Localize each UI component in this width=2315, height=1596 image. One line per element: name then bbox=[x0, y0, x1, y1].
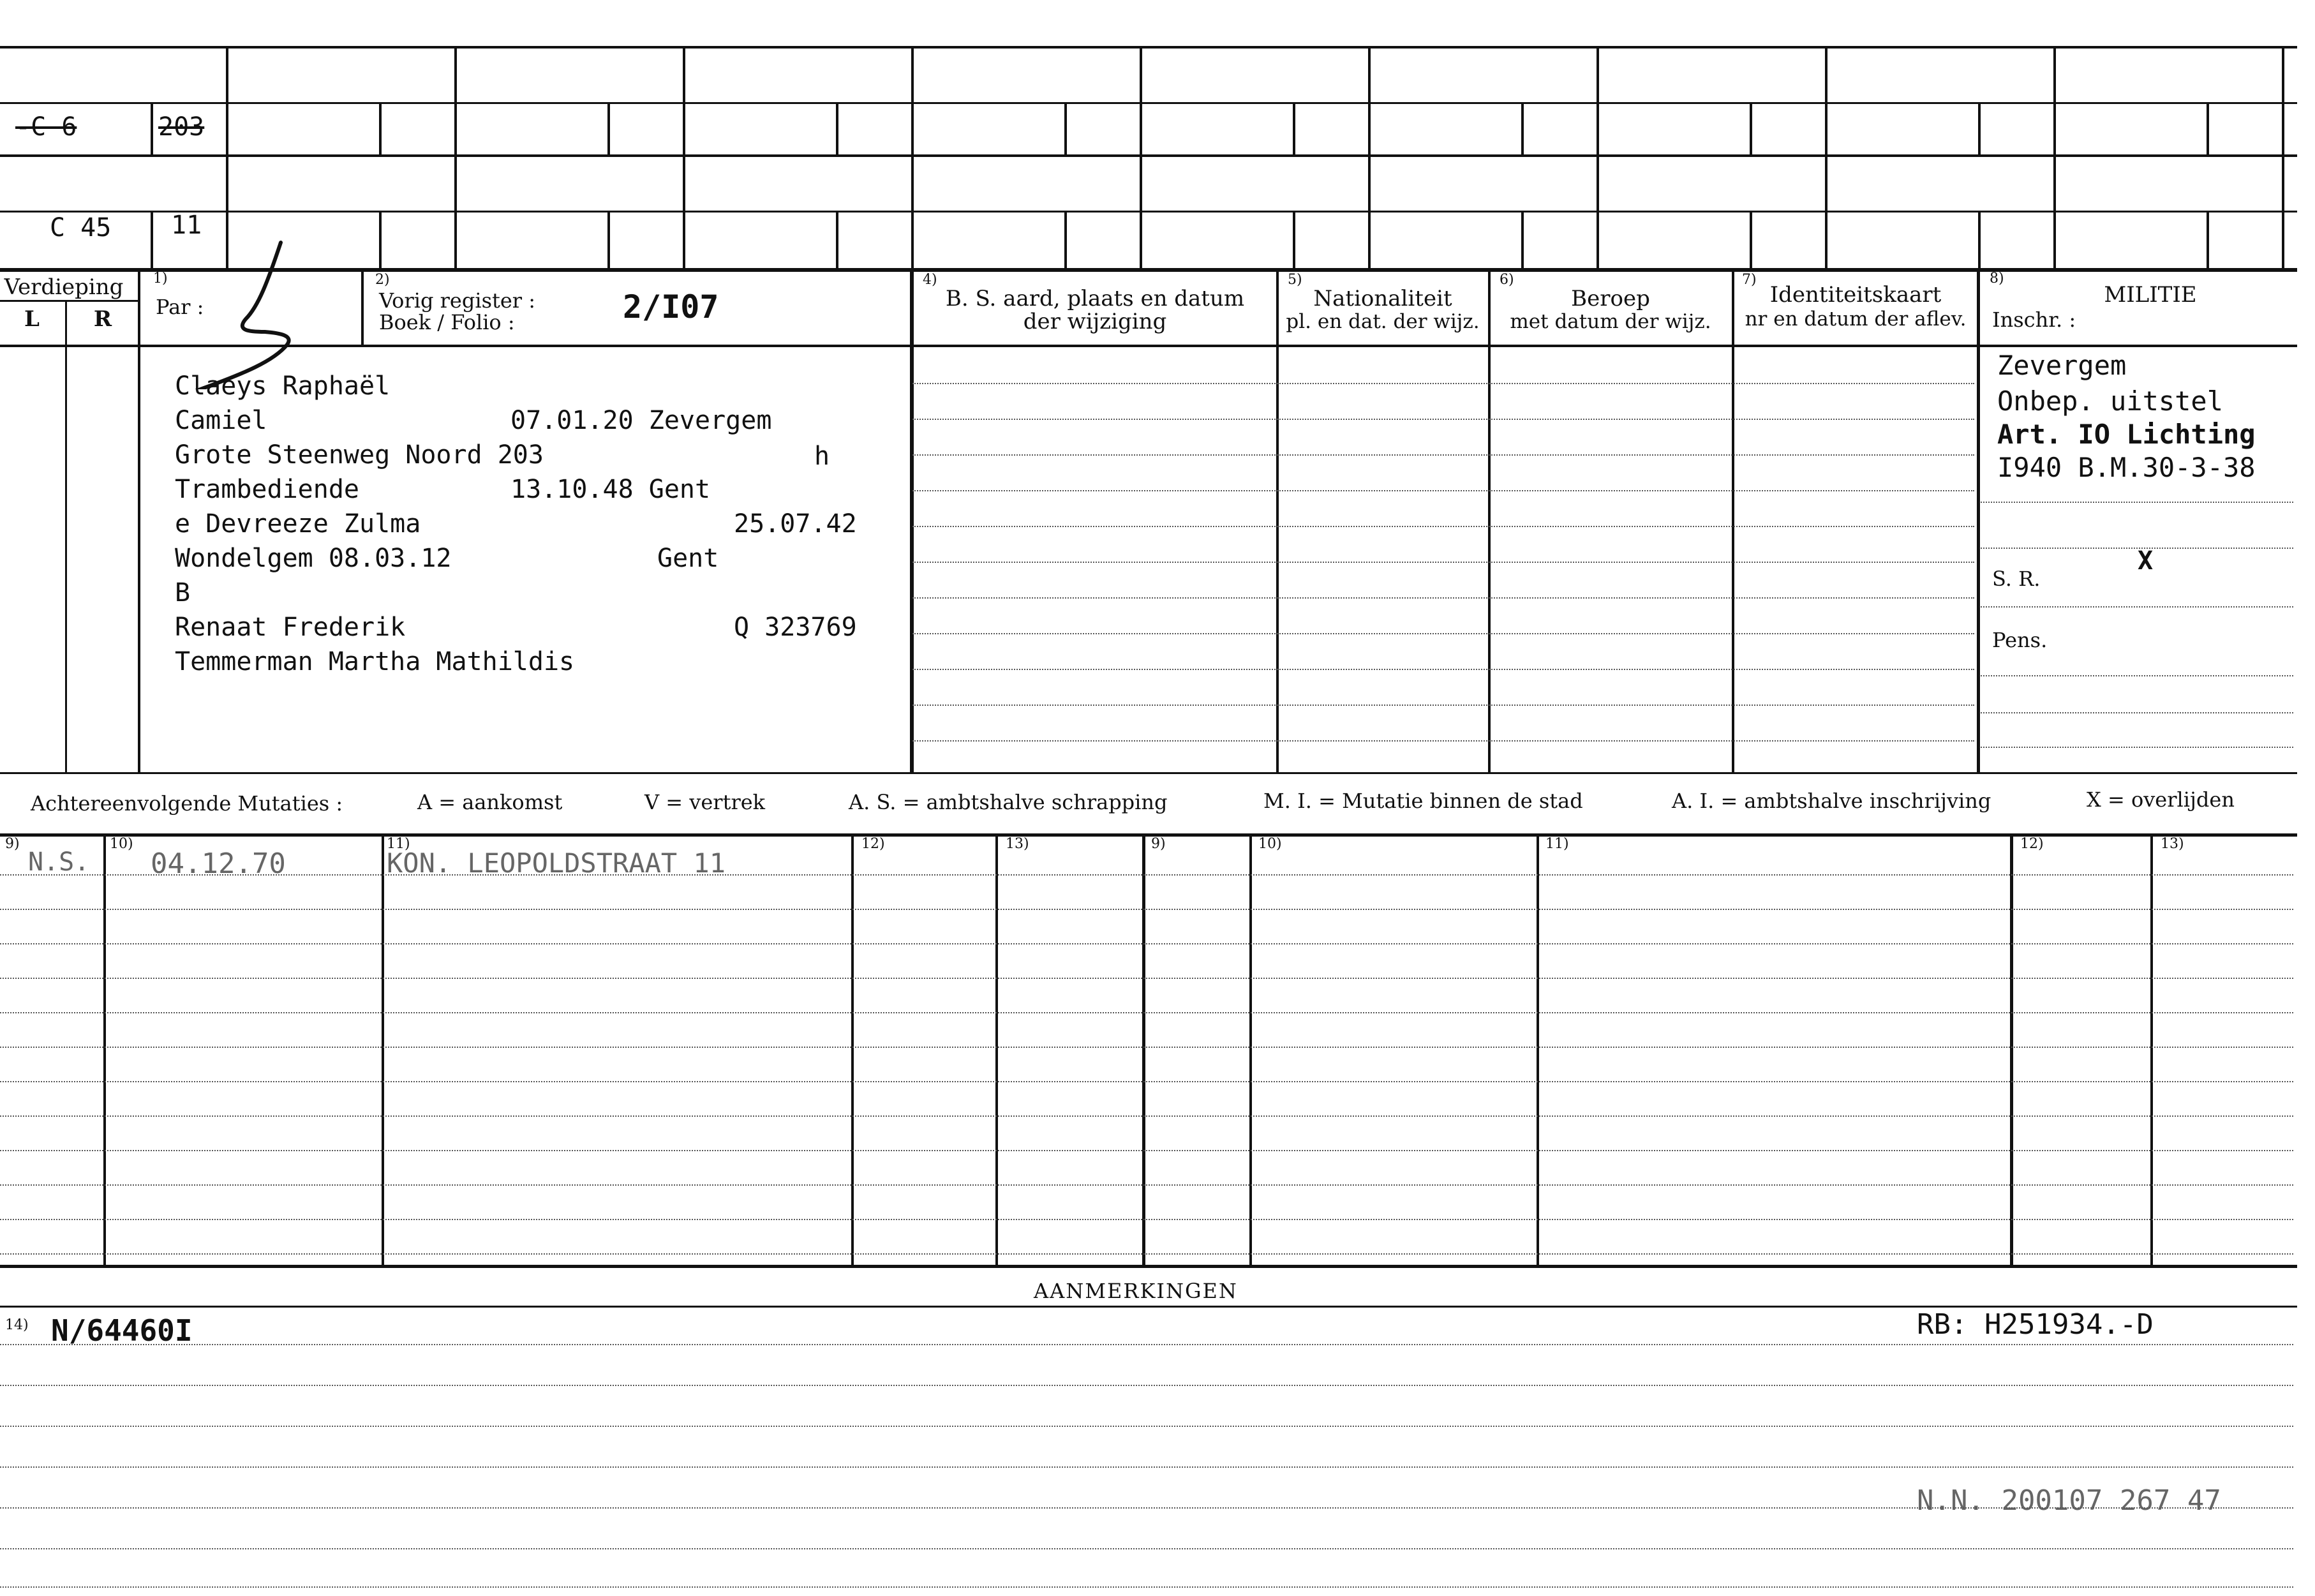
floor-R-label: R bbox=[93, 306, 112, 332]
col8-num: 8) bbox=[1990, 271, 2004, 287]
militie-line-2: Onbep. uitstel bbox=[1997, 385, 2224, 417]
col4-num: 4) bbox=[923, 272, 937, 288]
person-name: Claeys Raphaël bbox=[175, 371, 391, 401]
col5-header-line1: Nationaliteit bbox=[1313, 286, 1452, 311]
col6-header-line2: met datum der wijz. bbox=[1510, 310, 1711, 333]
aanmerkingen-num: 14) bbox=[5, 1317, 29, 1333]
col6-header-line1: Beroep bbox=[1571, 286, 1650, 311]
person-address: Grote Steenweg Noord 203 bbox=[175, 440, 544, 470]
col7-header-line2: nr en datum der aflev. bbox=[1745, 308, 1967, 331]
person-sex: h bbox=[814, 442, 830, 471]
col7-header-line1: Identiteitskaart bbox=[1769, 282, 1942, 308]
aanmerkingen-rb: RB: H251934.-D bbox=[1917, 1308, 2154, 1341]
aanmerkingen-nn: N.N. 200107 267 47 bbox=[1917, 1484, 2221, 1517]
col4-header-line2: der wijziging bbox=[1023, 309, 1167, 334]
boek-folio-label: Boek / Folio : bbox=[379, 310, 515, 334]
legend-vertrek: V = vertrek bbox=[644, 790, 766, 814]
top-cell-num-1: 203 bbox=[158, 112, 205, 142]
mut-col-10: 10) bbox=[110, 836, 133, 852]
legend-inschrijving: A. I. = ambtshalve inschrijving bbox=[1672, 789, 1991, 813]
par-label: Par : bbox=[156, 295, 204, 319]
militie-line-3: Art. IO Lichting bbox=[1997, 419, 2256, 450]
col4-header-line1: B. S. aard, plaats en datum bbox=[945, 286, 1245, 311]
aanmerkingen-number: N/64460I bbox=[51, 1313, 193, 1348]
mutatie-address: KON. LEOPOLDSTRAAT 11 bbox=[387, 847, 726, 879]
person-firstname: Camiel bbox=[175, 406, 267, 435]
top-cell-num-2: 11 bbox=[171, 211, 202, 240]
mut-col-13b: 13) bbox=[2161, 836, 2184, 852]
aanmerkingen-top-line bbox=[0, 1265, 2297, 1268]
mutaties-title: Achtereenvolgende Mutaties : bbox=[31, 791, 343, 816]
top-cell-code-2: C 45 bbox=[50, 213, 112, 242]
sr-value: X bbox=[2138, 546, 2154, 576]
person-father: Renaat Frederik bbox=[175, 613, 406, 642]
floor-L-label: L bbox=[24, 306, 40, 332]
col5-num: 5) bbox=[1288, 272, 1302, 288]
militie-line-1: Zevergem bbox=[1997, 350, 2127, 381]
person-birth-date-place: 07.01.20 Zevergem bbox=[510, 406, 772, 435]
mut-col-11b: 11) bbox=[1545, 836, 1569, 852]
vorig-register-value: 2/I07 bbox=[623, 288, 719, 325]
person-spouse-place: Gent bbox=[657, 544, 719, 573]
mut-col-9b: 9) bbox=[1151, 836, 1166, 852]
verdieping-label: Verdieping bbox=[4, 274, 124, 300]
person-spouse: e Devreeze Zulma bbox=[175, 509, 421, 539]
mut-col-10b: 10) bbox=[1258, 836, 1282, 852]
col6-num: 6) bbox=[1500, 272, 1514, 288]
mut-col-12b: 12) bbox=[2020, 836, 2044, 852]
aanmerkingen-title: AANMERKINGEN bbox=[1034, 1279, 1238, 1303]
legend-aankomst: A = aankomst bbox=[417, 790, 563, 814]
par-signature-icon bbox=[185, 236, 313, 389]
mut-col-12: 12) bbox=[861, 836, 885, 852]
par-num: 1) bbox=[153, 271, 168, 287]
mutaties-top-line bbox=[0, 772, 2297, 774]
inschr-label: Inschr. : bbox=[1992, 308, 2076, 332]
mutatie-date: 04.12.70 bbox=[151, 847, 286, 880]
aanmerkingen-header-line bbox=[0, 1306, 2297, 1308]
col7-num: 7) bbox=[1742, 272, 1757, 288]
vorig-register-label: Vorig register : bbox=[379, 288, 536, 313]
pens-label: Pens. bbox=[1992, 628, 2048, 652]
vorig-num: 2) bbox=[375, 272, 390, 288]
person-id-number: Q 323769 bbox=[734, 613, 857, 642]
militie-line-4: I940 B.M.30-3-38 bbox=[1997, 452, 2256, 483]
mut-col-11: 11) bbox=[387, 836, 410, 852]
person-spouse-birth: Wondelgem 08.03.12 bbox=[175, 544, 452, 573]
mut-col-9: 9) bbox=[5, 836, 20, 852]
person-occupation: Trambediende bbox=[175, 475, 359, 504]
top-cell-code-1: -C 6 bbox=[15, 112, 77, 142]
person-occupation-date: 13.10.48 Gent bbox=[510, 475, 711, 504]
legend-schrapping: A. S. = ambtshalve schrapping bbox=[849, 790, 1168, 814]
legend-mutatie-stad: M. I. = Mutatie binnen de stad bbox=[1263, 789, 1583, 813]
legend-overlijden: X = overlijden bbox=[2087, 787, 2235, 812]
person-status: B bbox=[175, 578, 191, 608]
person-spouse-date: 25.07.42 bbox=[734, 509, 857, 539]
person-mother: Temmerman Martha Mathildis bbox=[175, 647, 575, 676]
mutatie-type: N.S. bbox=[28, 847, 90, 877]
mut-col-13: 13) bbox=[1006, 836, 1029, 852]
militie-header: MILITIE bbox=[2104, 282, 2197, 308]
sr-label: S. R. bbox=[1992, 567, 2041, 591]
col5-header-line2: pl. en dat. der wijz. bbox=[1286, 310, 1480, 333]
